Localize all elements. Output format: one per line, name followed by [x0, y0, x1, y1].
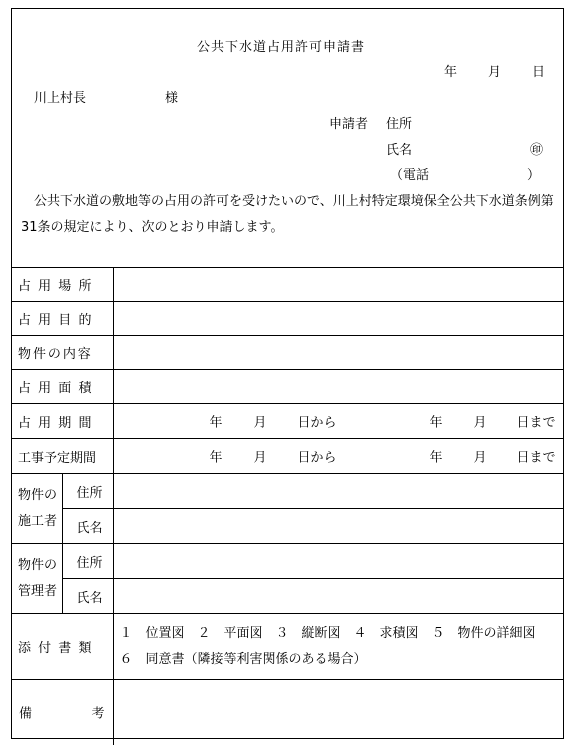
row-occupancy-period: [12, 404, 563, 439]
construction-from-year: 年: [209, 450, 223, 466]
row-manager-name: [12, 579, 563, 614]
form-table: [12, 267, 563, 745]
label-contractor-line2: 施工者: [18, 513, 58, 529]
label-construction-period: 工事予定期間: [12, 439, 113, 474]
label-manager: [12, 544, 62, 614]
label-contractor-address: 住所: [62, 474, 113, 509]
applicant-name-label: 氏名: [386, 143, 413, 158]
field-occupancy-purpose[interactable]: [113, 302, 563, 336]
label-occupancy-period: 占用期間: [12, 404, 113, 439]
label-object-content: 物件の内容: [12, 336, 113, 370]
applicant-phone-close: ）: [527, 168, 541, 183]
field-remarks[interactable]: [113, 680, 563, 745]
row-contractor-address: [12, 474, 563, 509]
label-remarks-right: 考: [91, 706, 105, 722]
field-contractor-address[interactable]: [113, 474, 563, 509]
row-occupancy-place: [12, 268, 563, 302]
label-manager-line2: 管理者: [18, 583, 58, 599]
field-construction-period[interactable]: [113, 439, 563, 474]
construction-to-month: 月: [473, 450, 487, 466]
field-manager-address[interactable]: [113, 544, 563, 579]
row-object-content: [12, 336, 563, 370]
field-occupancy-period[interactable]: [113, 404, 563, 439]
field-manager-name[interactable]: [113, 579, 563, 614]
addressee-name: 川上村長: [34, 91, 87, 106]
label-contractor: [12, 474, 62, 544]
row-contractor-name: [12, 509, 563, 544]
construction-to-day: 日まで: [516, 450, 556, 466]
field-occupancy-area[interactable]: [113, 370, 563, 404]
field-object-content[interactable]: [113, 336, 563, 370]
period-to-year: 年: [429, 415, 443, 431]
applicant-address-label: 住所: [386, 117, 413, 132]
application-form: [11, 8, 564, 739]
attachments-list: １ 位置図 ２ 平面図 ３ 縦断図 ４ 求積図 ５ 物件の詳細図 ６ 同意書（隣接等利害関係のある場合）: [113, 614, 563, 680]
date-day: 日: [532, 65, 546, 80]
applicant-label: 申請者: [329, 117, 369, 132]
applicant-phone-open: （電話: [390, 168, 430, 183]
label-contractor-line1: 物件の: [18, 487, 58, 503]
row-manager-address: [12, 544, 563, 579]
label-manager-line1: 物件の: [18, 557, 58, 573]
period-from-month: 月: [253, 415, 267, 431]
label-occupancy-area: 占用面積: [12, 370, 113, 404]
label-manager-name: 氏名: [62, 579, 113, 614]
row-occupancy-area: [12, 370, 563, 404]
label-occupancy-purpose: 占用目的: [12, 302, 113, 336]
label-attachments: 添付書類: [12, 614, 113, 680]
row-occupancy-purpose: [12, 302, 563, 336]
label-remarks-left: 備: [19, 706, 33, 722]
row-construction-period: [12, 439, 563, 474]
label-remarks: [12, 680, 113, 745]
form-title: 公共下水道占用許可申請書: [197, 40, 366, 55]
field-contractor-name[interactable]: [113, 509, 563, 544]
field-occupancy-place[interactable]: [113, 268, 563, 302]
row-remarks: [12, 680, 563, 745]
label-contractor-name: 氏名: [62, 509, 113, 544]
construction-from-month: 月: [253, 450, 267, 466]
period-from-day: 日から: [297, 415, 337, 431]
addressee-honorific: 様: [165, 91, 179, 106]
period-to-day: 日まで: [516, 415, 556, 431]
date-month: 月: [488, 65, 502, 80]
label-manager-address: 住所: [62, 544, 113, 579]
construction-from-day: 日から: [297, 450, 337, 466]
construction-to-year: 年: [429, 450, 443, 466]
label-occupancy-place: 占用場所: [12, 268, 113, 302]
row-attachments: [12, 614, 563, 680]
application-statement: 公共下水道の敷地等の占用の許可を受けたいので、川上村特定環境保全公共下水道条例第31条の規定により、次のとおり申請します。: [21, 194, 554, 235]
period-to-month: 月: [473, 415, 487, 431]
seal-mark: ㊞: [530, 143, 544, 158]
period-from-year: 年: [209, 415, 223, 431]
date-year: 年: [444, 65, 458, 80]
